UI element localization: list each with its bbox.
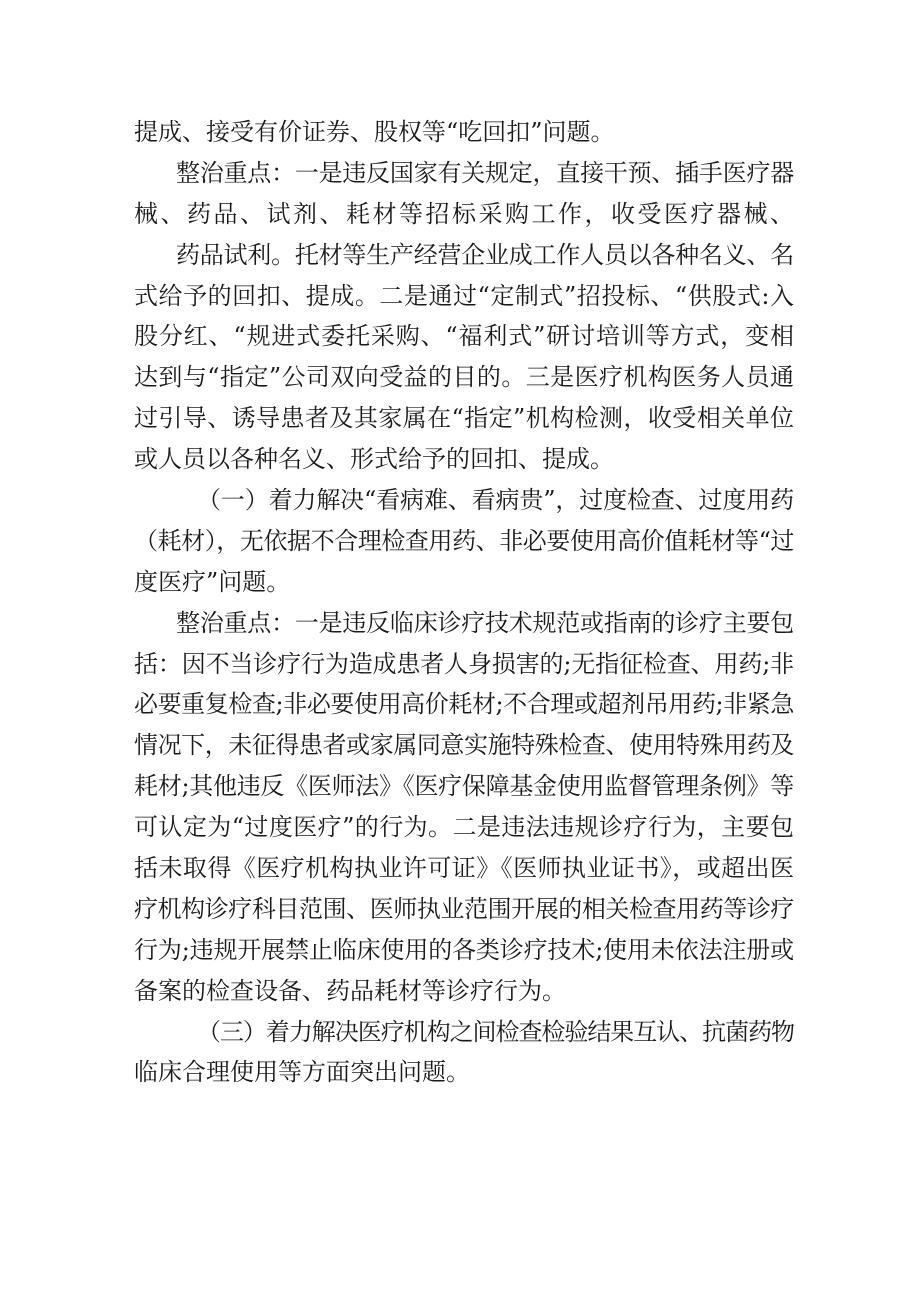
text-line: 临床合理使用等方面突出问题。 <box>134 1058 470 1087</box>
text-line: 行为;违规开展禁止临床使用的各类诊疗技术;使用未依法注册或 <box>134 935 794 964</box>
text-line: 或人员以各种名义、形式给予的回扣、提成。 <box>134 445 614 474</box>
text-line: 可认定为“过度医疗”的行为。二是违法违规诊疗行为，主要包 <box>134 813 795 842</box>
text-line: 度医疗”问题。 <box>134 567 291 596</box>
text-line: 整治重点：一是违反临床诊疗技术规范或指南的诊疗主要包 <box>176 608 794 637</box>
text-line: 药品试利。托材等生产经营企业成工作人员以各种名义、名 <box>176 240 794 269</box>
text-line: 过引导、诱导患者及其家属在“指定”机构检测，收受相关单位 <box>134 404 795 433</box>
text-line: 股分红、“规进式委托采购、“福利式”研讨培训等方式，变相 <box>134 322 795 351</box>
text-line: 达到与“指定”公司双向受益的目的。三是医疗机构医务人员通 <box>134 363 795 392</box>
text-line: 耗材;其他违反《医师法》《医疗保障基金使用监督管理条例》等 <box>134 772 794 801</box>
text-line: 疗机构诊疗科目范围、医师执业范围开展的相关检查用药等诊疗 <box>134 894 794 923</box>
text-line: 械、药品、试剂、耗材等招标采购工作，收受医疗器械、 <box>134 199 797 228</box>
text-line: （耗材），无依据不合理检查用药、非必要使用高价值耗材等“过 <box>134 526 794 555</box>
text-line: （三）着力解决医疗机构之间检查检验结果互认、抗菌药物 <box>197 1017 794 1046</box>
text-line: 备案的检查设备、药品耗材等诊疗行为。 <box>134 976 566 1005</box>
text-line: 提成、接受有价证券、股权等“吃回扣”问题。 <box>134 118 615 146</box>
text-line: （一）着力解决“看病难、看病贵”，过度检查、过度用药 <box>197 486 794 515</box>
text-line: 括：因不当诊疗行为造成患者人身损害的;无指征检查、用药;非 <box>134 649 794 678</box>
text-line: 式给予的回扣、提成。二是通过“定制式”招投标、“供股式:入 <box>134 281 795 310</box>
text-line: 情况下，未征得患者或家属同意实施特殊检查、使用特殊用药及 <box>134 731 794 760</box>
body-text <box>134 112 797 1093</box>
text-line: 括未取得《医疗机构执业许可证》《医师执业证书》，或超出医 <box>134 854 795 883</box>
text-line: 整治重点：一是违反国家有关规定，直接干预、插手医疗器 <box>176 158 794 187</box>
text-line: 必要重复检查;非必要使用高价耗材;不合理或超剂吊用药;非紧急 <box>134 690 794 719</box>
